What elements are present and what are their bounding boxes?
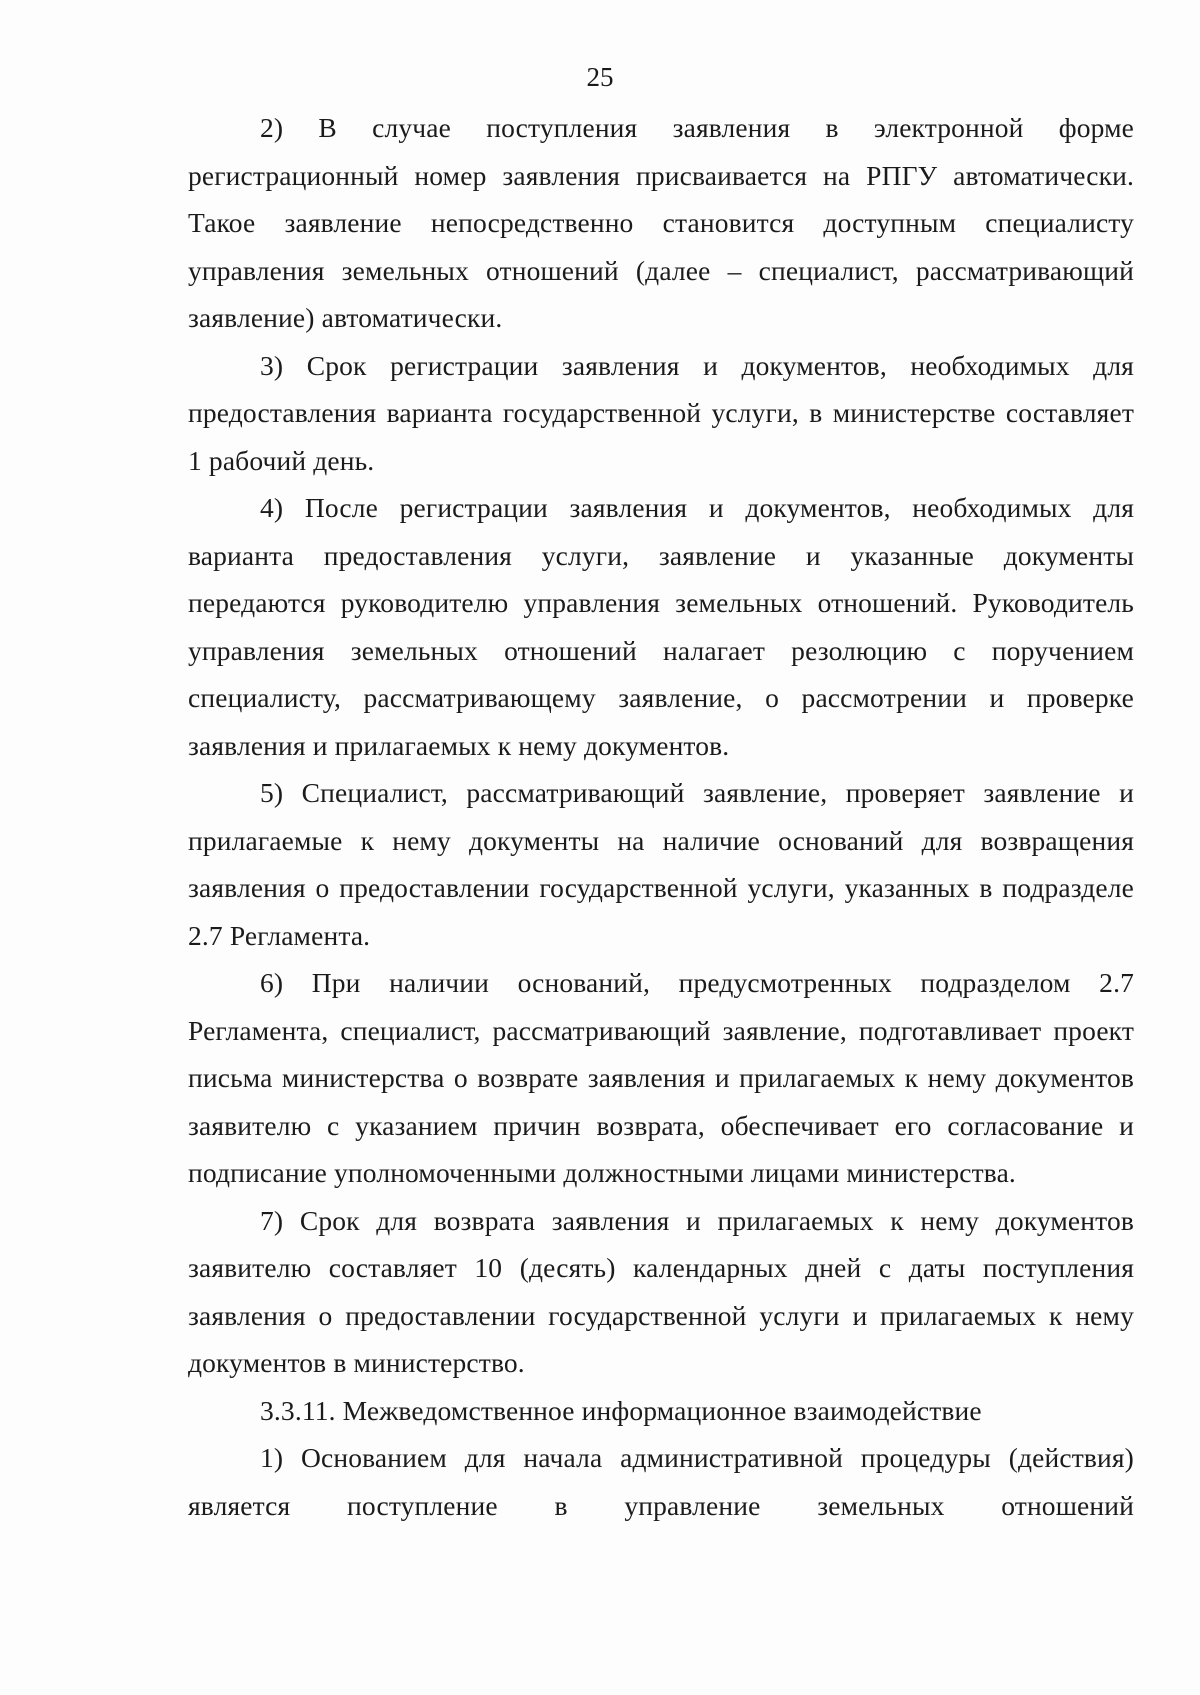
paragraph-2: 2) В случае поступления заявления в электронной форме регистрационный номер заявления присваивается на РПГУ автоматически. Такое заявление непосредственно становится доступным специалисту управления земельных отношений (далее – специалист, рассматривающий заявление) автоматически. bbox=[188, 112, 1134, 333]
paragraph-3: 3) Срок регистрации заявления и документов, необходимых для предоставления варианта государственной услуги, в министерстве составляет 1 рабочий день. bbox=[188, 349, 1134, 476]
paragraph-6: 6) При наличии оснований, предусмотренных подразделом 2.7 Регламента, специалист, рассматривающий заявление, подготавливает проект письма министерства о возврате заявления и прилагаемых к нему документов заявителю с указанием причин возврата, обеспечивает его согласование и подписание уполномоченными должностными лицами министерства. bbox=[188, 967, 1134, 1188]
paragraph-4: 4) После регистрации заявления и документов, необходимых для варианта предоставления услуги, заявление и указанные документы передаются руководителю управления земельных отношений. Руководитель управления земельных отношений налагает резолюцию с поручением специалисту, рассматривающему заявление, о рассмотрении и проверке заявления и прилагаемых к нему документов. bbox=[188, 492, 1134, 761]
document-body bbox=[188, 104, 1134, 1529]
section-heading-3-3-11: 3.3.11. Межведомственное информационное взаимодействие bbox=[260, 1394, 982, 1426]
paragraph-7: 7) Срок для возврата заявления и прилагаемых к нему документов заявителю составляет 10 (десять) календарных дней с даты поступления заявления о предоставлении государственной услуги и прилагаемых к нему документов в министерство. bbox=[188, 1204, 1134, 1378]
paragraph-5: 5) Специалист, рассматривающий заявление, проверяет заявление и прилагаемые к нему документы на наличие оснований для возвращения заявления о предоставлении государственной услуги, указанных в подразделе 2.7 Регламента. bbox=[188, 777, 1134, 951]
paragraph-1-section-3-3-11: 1) Основанием для начала административной процедуры (действия) является поступление в управление земельных отношений bbox=[188, 1442, 1134, 1521]
page-number: 25 bbox=[586, 62, 614, 92]
